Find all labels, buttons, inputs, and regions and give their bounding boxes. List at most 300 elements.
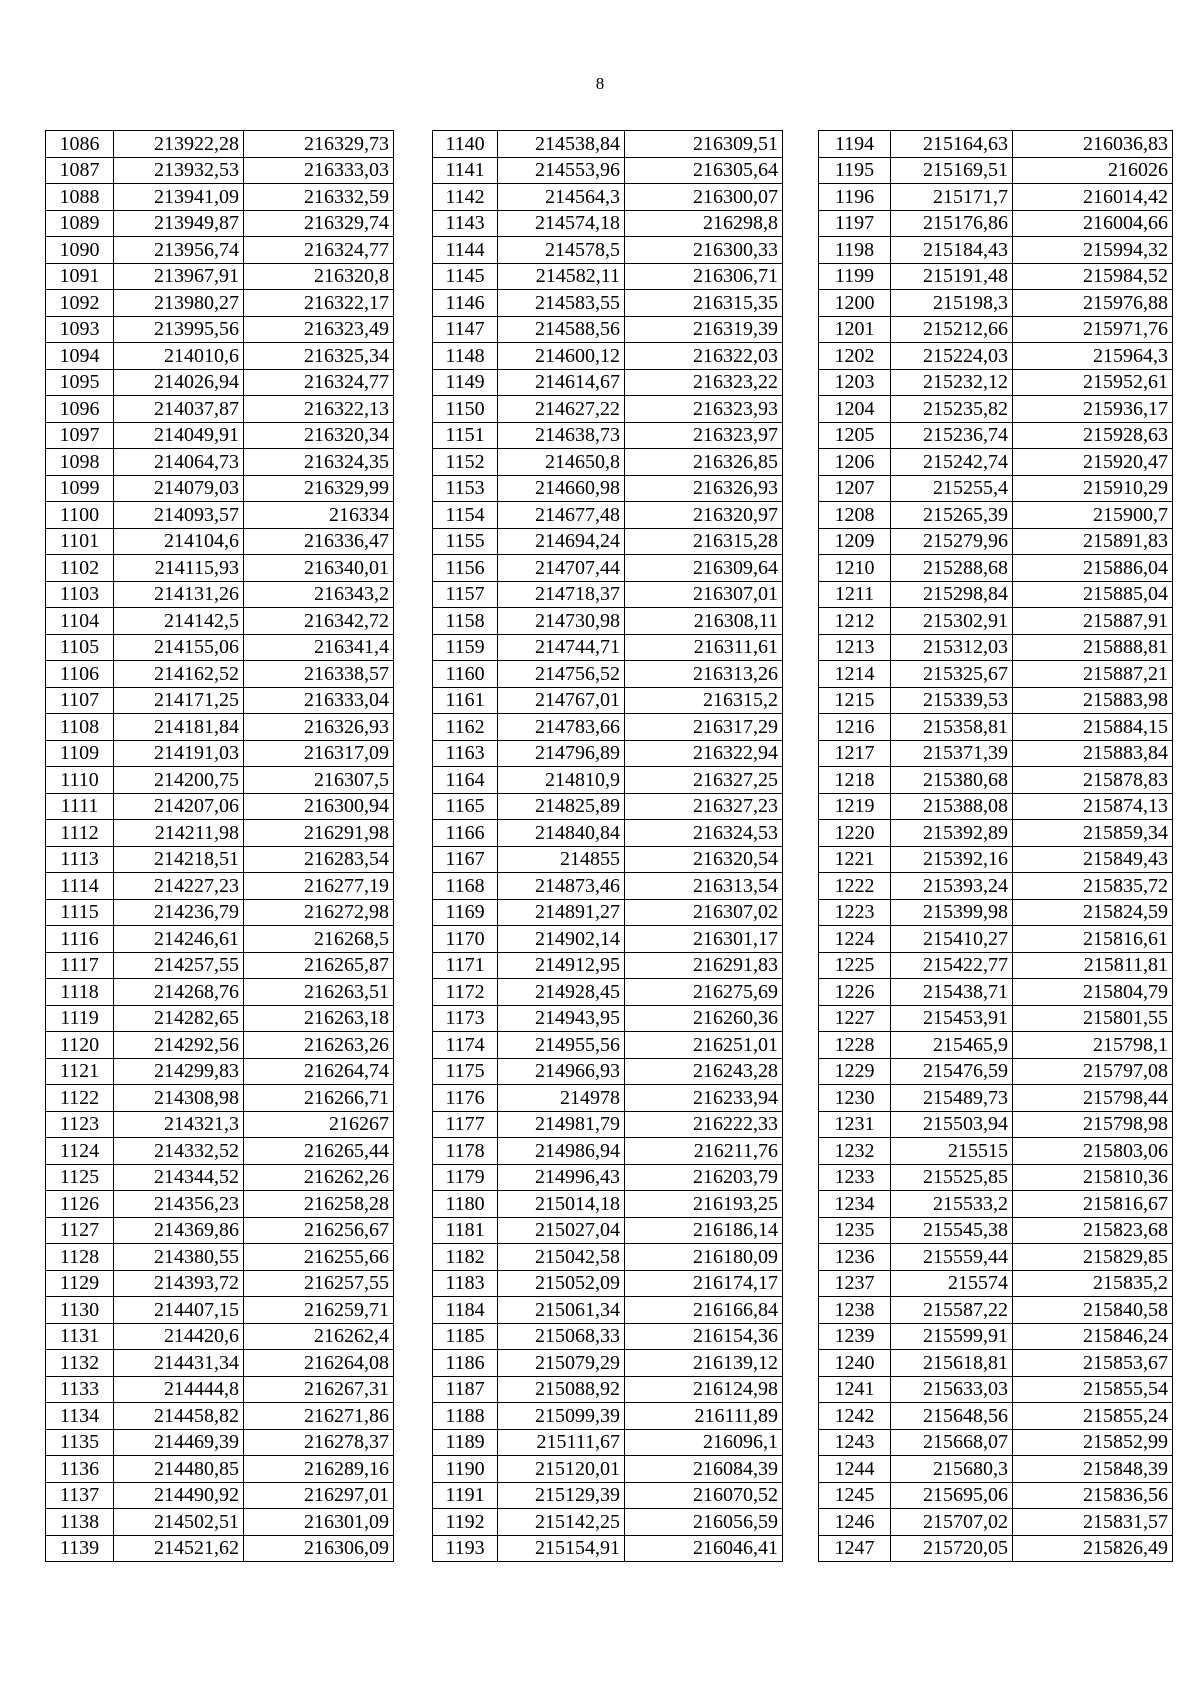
table-row — [46, 1111, 394, 1138]
y-coordinate-cell: 216313,26 — [625, 661, 783, 688]
table-row — [819, 1535, 1173, 1562]
y-coordinate-cell: 216260,36 — [625, 1005, 783, 1032]
x-coordinate-cell: 215489,73 — [891, 1085, 1013, 1112]
y-coordinate-cell: 215910,29 — [1013, 475, 1173, 502]
y-coordinate-cell: 216056,59 — [625, 1509, 783, 1536]
y-coordinate-cell: 216315,35 — [625, 290, 783, 317]
x-coordinate-cell: 214521,62 — [114, 1535, 244, 1562]
point-number-cell: 1102 — [46, 555, 114, 582]
x-coordinate-cell: 214583,55 — [498, 290, 625, 317]
table-row — [433, 1191, 783, 1218]
table-row — [46, 1164, 394, 1191]
table-row — [433, 369, 783, 396]
x-coordinate-cell: 214218,51 — [114, 846, 244, 873]
y-coordinate-cell: 216283,54 — [244, 846, 394, 873]
y-coordinate-cell: 216222,33 — [625, 1111, 783, 1138]
table-row — [433, 926, 783, 953]
y-coordinate-cell: 216258,28 — [244, 1191, 394, 1218]
table-row — [819, 979, 1173, 1006]
table-row — [433, 634, 783, 661]
point-number-cell: 1132 — [46, 1350, 114, 1377]
x-coordinate-cell: 214227,23 — [114, 873, 244, 900]
y-coordinate-cell: 215887,21 — [1013, 661, 1173, 688]
y-coordinate-cell: 215884,15 — [1013, 714, 1173, 741]
table-row — [819, 1058, 1173, 1085]
x-coordinate-cell: 214614,67 — [498, 369, 625, 396]
table-row — [46, 502, 394, 529]
table-row — [819, 131, 1173, 158]
x-coordinate-cell: 215358,81 — [891, 714, 1013, 741]
x-coordinate-cell: 214638,73 — [498, 422, 625, 449]
table-row — [46, 1429, 394, 1456]
point-number-cell: 1244 — [819, 1456, 891, 1483]
x-coordinate-cell: 215079,29 — [498, 1350, 625, 1377]
x-coordinate-cell: 214996,43 — [498, 1164, 625, 1191]
point-number-cell: 1142 — [433, 184, 498, 211]
x-coordinate-cell: 213922,28 — [114, 131, 244, 158]
table-row — [46, 184, 394, 211]
x-coordinate-cell: 214064,73 — [114, 449, 244, 476]
table-row — [433, 1005, 783, 1032]
x-coordinate-cell: 215312,03 — [891, 634, 1013, 661]
point-number-cell: 1216 — [819, 714, 891, 741]
table-row — [433, 316, 783, 343]
table-row — [46, 846, 394, 873]
y-coordinate-cell: 215823,68 — [1013, 1217, 1173, 1244]
table-row — [46, 979, 394, 1006]
point-number-cell: 1108 — [46, 714, 114, 741]
y-coordinate-cell: 216259,71 — [244, 1297, 394, 1324]
table-row — [433, 820, 783, 847]
point-number-cell: 1202 — [819, 343, 891, 370]
table-row — [46, 1509, 394, 1536]
point-number-cell: 1152 — [433, 449, 498, 476]
y-coordinate-cell: 216154,36 — [625, 1323, 783, 1350]
point-number-cell: 1226 — [819, 979, 891, 1006]
table-row — [433, 714, 783, 741]
table-row — [819, 661, 1173, 688]
table-row — [46, 687, 394, 714]
y-coordinate-cell: 216111,89 — [625, 1403, 783, 1430]
x-coordinate-cell: 215545,38 — [891, 1217, 1013, 1244]
x-coordinate-cell: 214469,39 — [114, 1429, 244, 1456]
table-row — [819, 1297, 1173, 1324]
y-coordinate-cell: 215829,85 — [1013, 1244, 1173, 1271]
table-row — [819, 502, 1173, 529]
y-coordinate-cell: 216096,1 — [625, 1429, 783, 1456]
point-number-cell: 1121 — [46, 1058, 114, 1085]
x-coordinate-cell: 215142,25 — [498, 1509, 625, 1536]
table-row — [433, 661, 783, 688]
point-number-cell: 1106 — [46, 661, 114, 688]
table-row — [819, 793, 1173, 820]
x-coordinate-cell: 214142,5 — [114, 608, 244, 635]
point-number-cell: 1111 — [46, 793, 114, 820]
point-number-cell: 1131 — [46, 1323, 114, 1350]
x-coordinate-cell: 215298,84 — [891, 581, 1013, 608]
point-number-cell: 1213 — [819, 634, 891, 661]
y-coordinate-cell: 216180,09 — [625, 1244, 783, 1271]
point-number-cell: 1200 — [819, 290, 891, 317]
point-number-cell: 1210 — [819, 555, 891, 582]
table-row — [46, 1138, 394, 1165]
point-number-cell: 1215 — [819, 687, 891, 714]
y-coordinate-cell: 216326,85 — [625, 449, 783, 476]
point-number-cell: 1235 — [819, 1217, 891, 1244]
table-row — [46, 263, 394, 290]
x-coordinate-cell: 215154,91 — [498, 1535, 625, 1562]
x-coordinate-cell: 215668,07 — [891, 1429, 1013, 1456]
x-coordinate-cell: 214986,94 — [498, 1138, 625, 1165]
table-row — [433, 1376, 783, 1403]
y-coordinate-cell: 216263,51 — [244, 979, 394, 1006]
x-coordinate-cell: 215388,08 — [891, 793, 1013, 820]
y-coordinate-cell: 215887,91 — [1013, 608, 1173, 635]
table-row — [819, 1032, 1173, 1059]
y-coordinate-cell: 215816,61 — [1013, 926, 1173, 953]
y-coordinate-cell: 216070,52 — [625, 1482, 783, 1509]
point-number-cell: 1173 — [433, 1005, 498, 1032]
point-number-cell: 1120 — [46, 1032, 114, 1059]
x-coordinate-cell: 215042,58 — [498, 1244, 625, 1271]
y-coordinate-cell: 216325,34 — [244, 343, 394, 370]
point-number-cell: 1162 — [433, 714, 498, 741]
y-coordinate-cell: 215952,61 — [1013, 369, 1173, 396]
point-number-cell: 1231 — [819, 1111, 891, 1138]
table-row — [46, 396, 394, 423]
table-row — [46, 157, 394, 184]
point-number-cell: 1153 — [433, 475, 498, 502]
y-coordinate-cell: 216275,69 — [625, 979, 783, 1006]
point-number-cell: 1137 — [46, 1482, 114, 1509]
table-row — [433, 873, 783, 900]
y-coordinate-cell: 216324,77 — [244, 369, 394, 396]
point-number-cell: 1092 — [46, 290, 114, 317]
x-coordinate-cell: 214480,85 — [114, 1456, 244, 1483]
table-row — [819, 714, 1173, 741]
y-coordinate-cell: 216327,25 — [625, 767, 783, 794]
y-coordinate-cell: 215891,83 — [1013, 528, 1173, 555]
y-coordinate-cell: 216342,72 — [244, 608, 394, 635]
point-number-cell: 1243 — [819, 1429, 891, 1456]
y-coordinate-cell: 215886,04 — [1013, 555, 1173, 582]
table-row — [46, 1482, 394, 1509]
point-number-cell: 1123 — [46, 1111, 114, 1138]
y-coordinate-cell: 216046,41 — [625, 1535, 783, 1562]
y-coordinate-cell: 216343,2 — [244, 581, 394, 608]
coordinates-table-3 — [818, 130, 1173, 1562]
point-number-cell: 1188 — [433, 1403, 498, 1430]
y-coordinate-cell: 216326,93 — [244, 714, 394, 741]
y-coordinate-cell: 215824,59 — [1013, 899, 1173, 926]
y-coordinate-cell: 216265,44 — [244, 1138, 394, 1165]
table-row — [46, 820, 394, 847]
y-coordinate-cell: 216323,97 — [625, 422, 783, 449]
point-number-cell: 1128 — [46, 1244, 114, 1271]
table-row — [433, 1297, 783, 1324]
y-coordinate-cell: 215816,67 — [1013, 1191, 1173, 1218]
point-number-cell: 1174 — [433, 1032, 498, 1059]
x-coordinate-cell: 215707,02 — [891, 1509, 1013, 1536]
y-coordinate-cell: 215855,24 — [1013, 1403, 1173, 1430]
y-coordinate-cell: 216329,74 — [244, 210, 394, 237]
x-coordinate-cell: 215198,3 — [891, 290, 1013, 317]
y-coordinate-cell: 216300,07 — [625, 184, 783, 211]
x-coordinate-cell: 215232,12 — [891, 369, 1013, 396]
table-row — [433, 1350, 783, 1377]
point-number-cell: 1089 — [46, 210, 114, 237]
point-number-cell: 1088 — [46, 184, 114, 211]
y-coordinate-cell: 216265,87 — [244, 952, 394, 979]
table-row — [433, 1403, 783, 1430]
table-row — [819, 1376, 1173, 1403]
y-coordinate-cell: 216203,79 — [625, 1164, 783, 1191]
y-coordinate-cell: 216317,29 — [625, 714, 783, 741]
x-coordinate-cell: 214810,9 — [498, 767, 625, 794]
x-coordinate-cell: 214321,3 — [114, 1111, 244, 1138]
y-coordinate-cell: 216333,04 — [244, 687, 394, 714]
x-coordinate-cell: 215212,66 — [891, 316, 1013, 343]
x-coordinate-cell: 215515 — [891, 1138, 1013, 1165]
table-row — [46, 1323, 394, 1350]
table-row — [819, 316, 1173, 343]
x-coordinate-cell: 214978 — [498, 1085, 625, 1112]
point-number-cell: 1185 — [433, 1323, 498, 1350]
point-number-cell: 1212 — [819, 608, 891, 635]
x-coordinate-cell: 215392,16 — [891, 846, 1013, 873]
table-row — [46, 316, 394, 343]
point-number-cell: 1234 — [819, 1191, 891, 1218]
y-coordinate-cell: 216309,64 — [625, 555, 783, 582]
table-row — [433, 343, 783, 370]
point-number-cell: 1150 — [433, 396, 498, 423]
y-coordinate-cell: 216257,55 — [244, 1270, 394, 1297]
point-number-cell: 1186 — [433, 1350, 498, 1377]
point-number-cell: 1159 — [433, 634, 498, 661]
y-coordinate-cell: 215920,47 — [1013, 449, 1173, 476]
point-number-cell: 1224 — [819, 926, 891, 953]
x-coordinate-cell: 214574,18 — [498, 210, 625, 237]
table-row — [433, 687, 783, 714]
point-number-cell: 1164 — [433, 767, 498, 794]
point-number-cell: 1182 — [433, 1244, 498, 1271]
y-coordinate-cell: 216323,22 — [625, 369, 783, 396]
x-coordinate-cell: 214037,87 — [114, 396, 244, 423]
x-coordinate-cell: 215422,77 — [891, 952, 1013, 979]
x-coordinate-cell: 215288,68 — [891, 555, 1013, 582]
table-row — [819, 1217, 1173, 1244]
point-number-cell: 1133 — [46, 1376, 114, 1403]
page-number: 8 — [595, 74, 605, 93]
point-number-cell: 1086 — [46, 131, 114, 158]
table-row — [819, 263, 1173, 290]
point-number-cell: 1118 — [46, 979, 114, 1006]
x-coordinate-cell: 214458,82 — [114, 1403, 244, 1430]
x-coordinate-cell: 214490,92 — [114, 1482, 244, 1509]
point-number-cell: 1113 — [46, 846, 114, 873]
y-coordinate-cell: 216014,42 — [1013, 184, 1173, 211]
y-coordinate-cell: 215849,43 — [1013, 846, 1173, 873]
point-number-cell: 1135 — [46, 1429, 114, 1456]
y-coordinate-cell: 215883,84 — [1013, 740, 1173, 767]
x-coordinate-cell: 215476,59 — [891, 1058, 1013, 1085]
y-coordinate-cell: 216193,25 — [625, 1191, 783, 1218]
y-coordinate-cell: 216139,12 — [625, 1350, 783, 1377]
table-row — [46, 343, 394, 370]
y-coordinate-cell: 216263,26 — [244, 1032, 394, 1059]
y-coordinate-cell: 215859,34 — [1013, 820, 1173, 847]
table-row — [433, 767, 783, 794]
y-coordinate-cell: 216320,97 — [625, 502, 783, 529]
x-coordinate-cell: 215695,06 — [891, 1482, 1013, 1509]
table-row — [819, 449, 1173, 476]
y-coordinate-cell: 216320,8 — [244, 263, 394, 290]
y-coordinate-cell: 216323,93 — [625, 396, 783, 423]
table-row — [819, 634, 1173, 661]
table-row — [46, 1535, 394, 1562]
y-coordinate-cell: 215888,81 — [1013, 634, 1173, 661]
y-coordinate-cell: 216211,76 — [625, 1138, 783, 1165]
point-number-cell: 1214 — [819, 661, 891, 688]
y-coordinate-cell: 215874,13 — [1013, 793, 1173, 820]
x-coordinate-cell: 215599,91 — [891, 1323, 1013, 1350]
table-row — [819, 290, 1173, 317]
point-number-cell: 1147 — [433, 316, 498, 343]
x-coordinate-cell: 215587,22 — [891, 1297, 1013, 1324]
point-number-cell: 1196 — [819, 184, 891, 211]
table-row — [819, 687, 1173, 714]
x-coordinate-cell: 215465,9 — [891, 1032, 1013, 1059]
x-coordinate-cell: 214553,96 — [498, 157, 625, 184]
point-number-cell: 1191 — [433, 1482, 498, 1509]
x-coordinate-cell: 214730,98 — [498, 608, 625, 635]
table-row — [46, 1058, 394, 1085]
table-row — [46, 528, 394, 555]
y-coordinate-cell: 216305,64 — [625, 157, 783, 184]
y-coordinate-cell: 215885,04 — [1013, 581, 1173, 608]
y-coordinate-cell: 215883,98 — [1013, 687, 1173, 714]
point-number-cell: 1170 — [433, 926, 498, 953]
y-coordinate-cell: 216264,08 — [244, 1350, 394, 1377]
table-row — [46, 1032, 394, 1059]
table-row — [433, 1429, 783, 1456]
table-row — [46, 1085, 394, 1112]
point-number-cell: 1245 — [819, 1482, 891, 1509]
x-coordinate-cell: 215171,7 — [891, 184, 1013, 211]
table-row — [433, 237, 783, 264]
point-number-cell: 1178 — [433, 1138, 498, 1165]
point-number-cell: 1107 — [46, 687, 114, 714]
point-number-cell: 1166 — [433, 820, 498, 847]
x-coordinate-cell: 214171,25 — [114, 687, 244, 714]
table-row — [46, 369, 394, 396]
point-number-cell: 1158 — [433, 608, 498, 635]
x-coordinate-cell: 214981,79 — [498, 1111, 625, 1138]
y-coordinate-cell: 216311,61 — [625, 634, 783, 661]
table-row — [819, 422, 1173, 449]
y-coordinate-cell: 216329,99 — [244, 475, 394, 502]
coordinates-table-1 — [45, 130, 394, 1562]
table-row — [819, 369, 1173, 396]
table-row — [819, 899, 1173, 926]
table-row — [433, 1244, 783, 1271]
table-row — [46, 1217, 394, 1244]
y-coordinate-cell: 216278,37 — [244, 1429, 394, 1456]
y-coordinate-cell: 215852,99 — [1013, 1429, 1173, 1456]
x-coordinate-cell: 214677,48 — [498, 502, 625, 529]
y-coordinate-cell: 215797,08 — [1013, 1058, 1173, 1085]
y-coordinate-cell: 215831,57 — [1013, 1509, 1173, 1536]
table-row — [46, 1376, 394, 1403]
y-coordinate-cell: 216301,09 — [244, 1509, 394, 1536]
x-coordinate-cell: 214840,84 — [498, 820, 625, 847]
y-coordinate-cell: 216277,19 — [244, 873, 394, 900]
y-coordinate-cell: 216291,83 — [625, 952, 783, 979]
table-row — [819, 396, 1173, 423]
point-number-cell: 1176 — [433, 1085, 498, 1112]
x-coordinate-cell: 214207,06 — [114, 793, 244, 820]
point-number-cell: 1163 — [433, 740, 498, 767]
point-number-cell: 1087 — [46, 157, 114, 184]
point-number-cell: 1097 — [46, 422, 114, 449]
point-number-cell: 1119 — [46, 1005, 114, 1032]
table-row — [433, 1217, 783, 1244]
point-number-cell: 1241 — [819, 1376, 891, 1403]
table-row — [46, 290, 394, 317]
table-row — [819, 1270, 1173, 1297]
table-row — [819, 1350, 1173, 1377]
table-row — [433, 1032, 783, 1059]
x-coordinate-cell: 215184,43 — [891, 237, 1013, 264]
table-row — [433, 1164, 783, 1191]
table-row — [433, 952, 783, 979]
x-coordinate-cell: 214767,01 — [498, 687, 625, 714]
y-coordinate-cell: 215936,17 — [1013, 396, 1173, 423]
table-row — [46, 608, 394, 635]
y-coordinate-cell: 216320,34 — [244, 422, 394, 449]
table-row — [433, 1482, 783, 1509]
y-coordinate-cell: 216297,01 — [244, 1482, 394, 1509]
point-number-cell: 1218 — [819, 767, 891, 794]
table-row — [433, 157, 783, 184]
x-coordinate-cell: 214600,12 — [498, 343, 625, 370]
point-number-cell: 1175 — [433, 1058, 498, 1085]
x-coordinate-cell: 214902,14 — [498, 926, 625, 953]
x-coordinate-cell: 215176,86 — [891, 210, 1013, 237]
table-row — [819, 210, 1173, 237]
point-number-cell: 1169 — [433, 899, 498, 926]
point-number-cell: 1201 — [819, 316, 891, 343]
point-number-cell: 1242 — [819, 1403, 891, 1430]
x-coordinate-cell: 214718,37 — [498, 581, 625, 608]
point-number-cell: 1233 — [819, 1164, 891, 1191]
y-coordinate-cell: 216268,5 — [244, 926, 394, 953]
point-number-cell: 1130 — [46, 1297, 114, 1324]
x-coordinate-cell: 214431,34 — [114, 1350, 244, 1377]
y-coordinate-cell: 215811,81 — [1013, 952, 1173, 979]
point-number-cell: 1237 — [819, 1270, 891, 1297]
y-coordinate-cell: 216317,09 — [244, 740, 394, 767]
y-coordinate-cell: 216255,66 — [244, 1244, 394, 1271]
point-number-cell: 1217 — [819, 740, 891, 767]
y-coordinate-cell: 216271,86 — [244, 1403, 394, 1430]
y-coordinate-cell: 215798,98 — [1013, 1111, 1173, 1138]
x-coordinate-cell: 213980,27 — [114, 290, 244, 317]
table-row — [433, 449, 783, 476]
y-coordinate-cell: 216251,01 — [625, 1032, 783, 1059]
x-coordinate-cell: 214268,76 — [114, 979, 244, 1006]
x-coordinate-cell: 214093,57 — [114, 502, 244, 529]
